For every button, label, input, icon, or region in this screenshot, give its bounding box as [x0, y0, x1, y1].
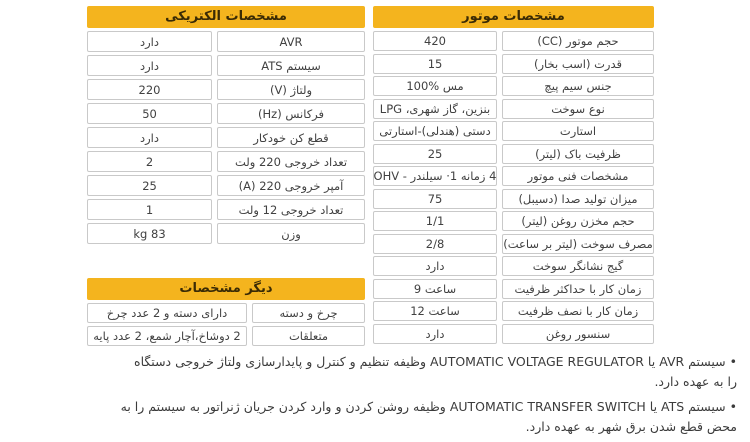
spec-label-cell: میزان تولید صدا (دسیبل) — [502, 189, 654, 209]
spec-label-cell: تعداد خروجی 12 ولت — [217, 199, 365, 220]
spec-row — [373, 211, 654, 231]
spec-row — [87, 31, 365, 52]
spec-value-cell: 2/8 — [373, 234, 497, 254]
spec-value-cell: 100% مس — [373, 76, 497, 96]
spec-label-cell: وزن — [217, 223, 365, 244]
spec-row — [373, 324, 654, 344]
spec-row — [373, 234, 654, 254]
spec-row — [373, 76, 654, 96]
spec-label-cell: مصرف سوخت (لیتر بر ساعت) — [502, 234, 654, 254]
spec-value-cell: دارد — [373, 324, 497, 344]
spec-value-cell: 25 — [373, 144, 497, 164]
spec-label-cell: ظرفیت باک (لیتر) — [502, 144, 654, 164]
spec-value-cell: 12 ساعت — [373, 301, 497, 321]
electrical-specs-rows — [87, 31, 365, 244]
spec-row — [373, 31, 654, 51]
spec-value-cell: دارای دسته و 2 عدد چرخ — [87, 303, 247, 323]
spec-row — [87, 151, 365, 172]
spec-label-cell: سیستم ATS — [217, 55, 365, 76]
note-item — [87, 397, 737, 437]
motor-specs-rows — [373, 31, 654, 344]
spec-row — [373, 279, 654, 299]
footnotes-section — [87, 352, 737, 442]
spec-value-cell: 25 — [87, 175, 212, 196]
spec-value-cell: دارد — [87, 55, 212, 76]
spec-label-cell: گیج نشانگر سوخت — [502, 256, 654, 276]
spec-value-cell: 1/1 — [373, 211, 497, 231]
note-item — [87, 352, 737, 392]
spec-row — [87, 199, 365, 220]
spec-value-cell: 75 — [373, 189, 497, 209]
spec-row — [87, 103, 365, 124]
spec-value-cell: دارد — [373, 256, 497, 276]
spec-row — [373, 99, 654, 119]
spec-value-cell: 50 — [87, 103, 212, 124]
spec-row — [373, 144, 654, 164]
spec-row — [373, 301, 654, 321]
spec-label-cell: فرکانس (Hz) — [217, 103, 365, 124]
spec-label-cell: حجم موتور (CC) — [502, 31, 654, 51]
spec-row — [87, 223, 365, 244]
spec-value-cell: دستی (هندلی)-استارتی — [373, 121, 497, 141]
spec-row — [373, 189, 654, 209]
spec-label-cell: قطع کن خودکار — [217, 127, 365, 148]
spec-value-cell: 220 — [87, 79, 212, 100]
spec-label-cell: زمان کار با حداکثر ظرفیت — [502, 279, 654, 299]
spec-row — [87, 175, 365, 196]
spec-value-cell: 2 — [87, 151, 212, 172]
spec-row — [87, 55, 365, 76]
spec-label-cell: AVR — [217, 31, 365, 52]
note-line-2: را به عهده دارد. — [654, 374, 737, 389]
other-specs-title: دیگر مشخصات — [87, 278, 365, 300]
spec-label-cell: استارت — [502, 121, 654, 141]
spec-row — [87, 127, 365, 148]
spec-row — [373, 121, 654, 141]
spec-label-cell: چرخ و دسته — [252, 303, 365, 323]
motor-specs-title: مشخصات موتور — [373, 6, 654, 28]
spec-label-cell: ولتاژ (V) — [217, 79, 365, 100]
spec-label-cell: متعلقات — [252, 326, 365, 346]
note-line-2: محض قطع شدن برق شهر به عهده دارد. — [525, 419, 737, 434]
other-specs-table — [87, 278, 365, 349]
motor-specs-table — [373, 6, 654, 346]
spec-label-cell: قدرت (اسب بخار) — [502, 54, 654, 74]
electrical-specs-title: مشخصات الکتریکی — [87, 6, 365, 28]
spec-label-cell: زمان کار با نصف ظرفیت — [502, 301, 654, 321]
spec-label-cell: آمپر خروجی 220 (A) — [217, 175, 365, 196]
spec-label-cell: تعداد خروجی 220 ولت — [217, 151, 365, 172]
spec-value-cell: 1 — [87, 199, 212, 220]
spec-value-cell: 4 زمانه 1· سیلندر - OHV — [373, 166, 497, 186]
electrical-specs-table — [87, 6, 365, 247]
spec-value-cell: دارد — [87, 127, 212, 148]
spec-label-cell: جنس سیم پیچ — [502, 76, 654, 96]
note-line-1: • سیستم AVR یا AUTOMATIC VOLTAGE REGULATOR وظیفه تنظیم و کنترل و پایدارسازی ولتاژ خروجی دستگاه — [134, 354, 737, 369]
spec-value-cell: 15 — [373, 54, 497, 74]
note-line-1: • سیستم ATS یا AUTOMATIC TRANSFER SWITCH وظیفه روشن کردن و وارد کردن جریان ژنراتور به سیستم را به — [120, 399, 737, 414]
spec-value-cell: 83 kg — [87, 223, 212, 244]
spec-label-cell: مشخصات فنی موتور — [502, 166, 654, 186]
spec-row — [87, 79, 365, 100]
spec-value-cell: 2 دوشاخ،آچار شمع، 2 عدد پایه — [87, 326, 247, 346]
spec-value-cell: 420 — [373, 31, 497, 51]
spec-row — [87, 326, 365, 346]
spec-value-cell: دارد — [87, 31, 212, 52]
spec-label-cell: سنسور روغن — [502, 324, 654, 344]
spec-row — [373, 166, 654, 186]
spec-row — [373, 54, 654, 74]
spec-row — [373, 256, 654, 276]
spec-value-cell: 9 ساعت — [373, 279, 497, 299]
spec-row — [87, 303, 365, 323]
other-specs-rows — [87, 303, 365, 346]
spec-label-cell: حجم مخزن روغن (لیتر) — [502, 211, 654, 231]
spec-label-cell: نوع سوخت — [502, 99, 654, 119]
spec-value-cell: بنزین، گاز شهری، LPG — [373, 99, 497, 119]
